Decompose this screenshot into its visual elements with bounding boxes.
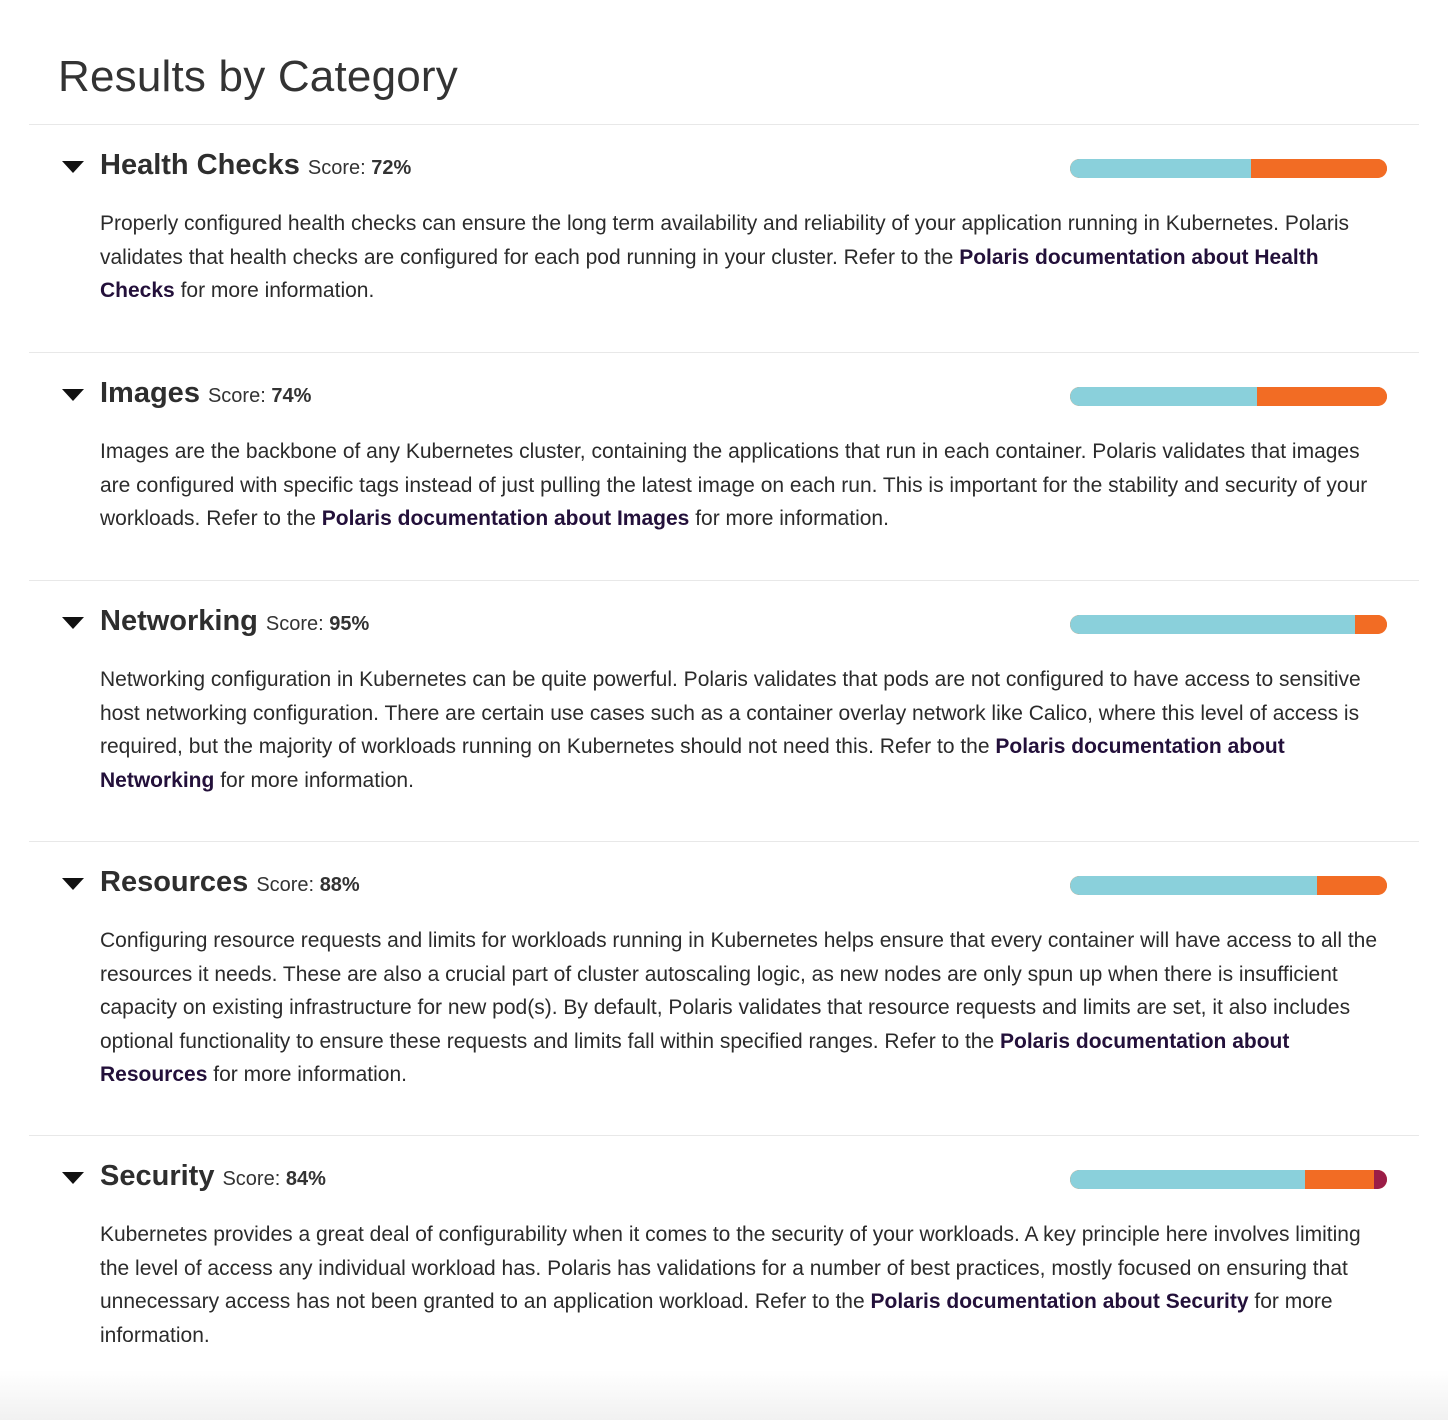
category-images	[29, 352, 1419, 580]
score-bar-warning	[1257, 387, 1387, 406]
score-bar-warning	[1317, 876, 1387, 895]
collapse-caret-icon[interactable]	[62, 617, 84, 629]
score-bar-warning	[1251, 159, 1387, 178]
score-bar	[1070, 615, 1387, 634]
category-description: Networking configuration in Kubernetes can be quite powerful. Polaris validates that pods are not configured to have access to sensitive host networking configuration. There are certain use cases such as a container overlay network like Calico, where this level of access is required, but the majority of workloads running on Kubernetes should not need this. Refer to the Polaris documentation about Networking for more information.	[100, 668, 1361, 792]
polaris-docs-link[interactable]: Polaris documentation about Security	[870, 1290, 1249, 1313]
category-name: Health Checks	[100, 149, 300, 181]
score-bar-pass	[1070, 159, 1251, 178]
score-label: Score: 84%	[222, 1168, 326, 1190]
category-security	[29, 1135, 1419, 1395]
category-title[interactable]	[100, 1158, 326, 1197]
score-bar	[1070, 159, 1387, 178]
category-health-checks	[29, 124, 1419, 352]
category-resources	[29, 841, 1419, 1135]
collapse-caret-icon[interactable]	[62, 878, 84, 890]
score-value: 84%	[285, 1168, 326, 1190]
score-label: Score: 88%	[256, 874, 360, 896]
polaris-docs-link[interactable]: Polaris documentation about Networking	[100, 735, 1285, 792]
category-title[interactable]	[100, 864, 360, 903]
score-bar	[1070, 876, 1387, 895]
category-description: Configuring resource requests and limits for workloads running in Kubernetes helps ensure that every container will have access to all the resources it needs. These are also a crucial part of cluster autoscaling logic, as new nodes are only spun up when there is insufficient capacity on existing infrastructure for new pod(s). By default, Polaris validates that resource requests and limits are set, it also includes optional functionality to ensure these requests and limits fall within specified ranges. Refer to the Polaris documentation about Resources for more information.	[100, 929, 1378, 1086]
page-title: Results by Category	[58, 52, 458, 101]
polaris-docs-link[interactable]: Polaris documentation about Images	[321, 507, 690, 530]
score-bar	[1070, 387, 1387, 406]
category-name: Networking	[100, 605, 258, 637]
collapse-caret-icon[interactable]	[62, 389, 84, 401]
collapse-caret-icon[interactable]	[62, 161, 84, 173]
category-description: Properly configured health checks can ensure the long term availability and reliability of your application running in Kubernetes. Polaris validates that health checks are configured for each pod running in your cluster. Refer to the Polaris documentation about Health Checks for more information.	[100, 212, 1350, 302]
category-name: Security	[100, 1160, 215, 1192]
score-bar-pass	[1070, 615, 1355, 634]
score-bar-warning	[1355, 615, 1387, 634]
category-title[interactable]	[100, 375, 311, 414]
score-label: Score: 74%	[207, 385, 312, 407]
category-description: Kubernetes provides a great deal of configurability when it comes to the security of your workloads. A key principle here involves limiting the level of access any individual workload has. Polaris has validations for a number of best practices, mostly focused on ensuring that unnecessary access has not been granted to an application workload. Refer to the Polaris documentation about Security for more information.	[100, 1223, 1361, 1347]
category-networking	[29, 580, 1419, 841]
category-title[interactable]	[100, 603, 369, 642]
score-value: 95%	[329, 613, 370, 635]
score-value: 72%	[371, 157, 412, 179]
score-bar-danger	[1374, 1170, 1387, 1189]
category-title[interactable]	[100, 147, 411, 186]
score-value: 74%	[271, 385, 312, 407]
collapse-caret-icon[interactable]	[62, 1172, 84, 1184]
score-bar-pass	[1070, 1170, 1305, 1189]
category-description: Images are the backbone of any Kubernetes cluster, containing the applications that run in each container. Polaris validates that images are configured with specific tags instead of just pulling the latest image on each run. This is important for the stability and security of your workloads. Refer to the Polaris documentation about Images for more information.	[100, 440, 1368, 530]
score-bar-warning	[1305, 1170, 1375, 1189]
polaris-docs-link[interactable]: Polaris documentation about Resources	[100, 1029, 1290, 1086]
score-label: Score: 95%	[265, 613, 370, 635]
score-value: 88%	[319, 874, 360, 896]
category-name: Images	[100, 377, 200, 409]
category-name: Resources	[100, 866, 249, 898]
score-bar-pass	[1070, 876, 1317, 895]
score-bar	[1070, 1170, 1387, 1189]
score-label: Score: 72%	[307, 157, 412, 179]
polaris-docs-link[interactable]: Polaris documentation about Health Checks	[100, 245, 1319, 302]
score-bar-pass	[1070, 387, 1257, 406]
